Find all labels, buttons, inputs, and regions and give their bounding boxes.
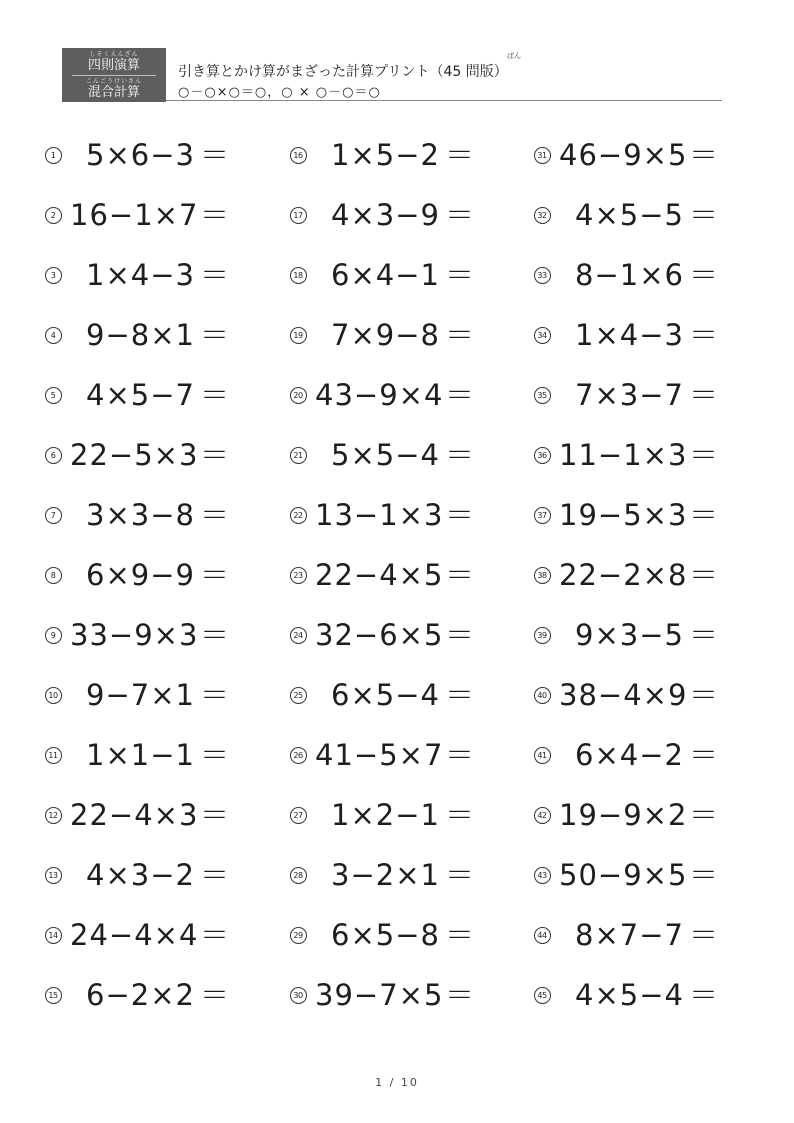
- equals-sign: ＝: [445, 318, 475, 352]
- problem-number-label: 41: [534, 747, 551, 764]
- problem-item: [531, 315, 731, 355]
- problem-expression: 4×5−5: [575, 198, 684, 232]
- problem-expression: 22−4×5: [315, 558, 444, 592]
- badge-top-label: 四則演算: [87, 58, 140, 73]
- problem-number: [287, 375, 309, 415]
- problem-expression: 8−1×6: [575, 258, 684, 292]
- problem-number: [42, 915, 64, 955]
- equals-sign: ＝: [445, 378, 475, 412]
- problem-number: [42, 435, 64, 475]
- problem-number-label: 4: [45, 327, 62, 344]
- problem-expression: 4×5−4: [575, 978, 684, 1012]
- equals-sign: ＝: [445, 918, 475, 952]
- problem-item: [42, 795, 242, 835]
- equals-sign: ＝: [689, 978, 719, 1012]
- problem-number: [287, 915, 309, 955]
- equals-sign: ＝: [689, 798, 719, 832]
- problem-item: [287, 915, 487, 955]
- problem-item: [531, 375, 731, 415]
- problem-number: [531, 135, 553, 175]
- problem-item: [287, 195, 487, 235]
- problem-expression: 5×5−4: [331, 438, 440, 472]
- equals-sign: ＝: [200, 558, 230, 592]
- worksheet-title: 引き算とかけ算がまざった計算プリント（45 問版）: [178, 64, 508, 80]
- badge-bottom-label: 混合計算: [87, 85, 140, 100]
- problem-number: [531, 795, 553, 835]
- problem-number-label: 28: [290, 867, 307, 884]
- problem-number: [42, 195, 64, 235]
- problem-number: [287, 975, 309, 1015]
- equals-sign: ＝: [445, 618, 475, 652]
- problem-expression: 13−1×3: [315, 498, 444, 532]
- problem-item: [287, 735, 487, 775]
- equals-sign: ＝: [689, 138, 719, 172]
- equals-sign: ＝: [689, 498, 719, 532]
- problem-item: [42, 735, 242, 775]
- badge-top-ruby: しそくえんざん: [89, 51, 139, 58]
- equals-sign: ＝: [200, 198, 230, 232]
- problem-number-label: 31: [534, 147, 551, 164]
- problem-item: [531, 975, 731, 1015]
- problem-number-label: 22: [290, 507, 307, 524]
- problem-number-label: 37: [534, 507, 551, 524]
- problem-number: [42, 855, 64, 895]
- equals-sign: ＝: [445, 258, 475, 292]
- equals-sign: ＝: [445, 978, 475, 1012]
- problem-number-label: 38: [534, 567, 551, 584]
- problem-number: [42, 495, 64, 535]
- problem-number-label: 14: [45, 927, 62, 944]
- problem-item: [42, 675, 242, 715]
- problem-expression: 5×6−3: [86, 138, 195, 172]
- equals-sign: ＝: [200, 318, 230, 352]
- problem-number: [42, 555, 64, 595]
- problem-expression: 6−2×2: [86, 978, 195, 1012]
- category-badge: [62, 48, 166, 102]
- worksheet-header: [62, 48, 722, 102]
- problem-item: [531, 675, 731, 715]
- problem-number-label: 16: [290, 147, 307, 164]
- equals-sign: ＝: [200, 918, 230, 952]
- problem-expression: 50−9×5: [559, 858, 688, 892]
- problem-expression: 1×4−3: [575, 318, 684, 352]
- problem-number: [42, 675, 64, 715]
- problem-item: [287, 255, 487, 295]
- problem-item: [42, 135, 242, 175]
- problem-expression: 6×4−1: [331, 258, 440, 292]
- badge-bottom-ruby: こんごうけいさん: [85, 78, 142, 85]
- problem-number-label: 20: [290, 387, 307, 404]
- problem-item: [287, 675, 487, 715]
- problem-item: [531, 195, 731, 235]
- problem-expression: 1×5−2: [331, 138, 440, 172]
- problem-number-label: 8: [45, 567, 62, 584]
- problem-item: [42, 195, 242, 235]
- problem-number-label: 40: [534, 687, 551, 704]
- problem-item: [42, 315, 242, 355]
- problem-item: [287, 855, 487, 895]
- equals-sign: ＝: [445, 678, 475, 712]
- equals-sign: ＝: [200, 678, 230, 712]
- problem-expression: 24−4×4: [70, 918, 199, 952]
- problem-number-label: 3: [45, 267, 62, 284]
- problem-item: [287, 615, 487, 655]
- problem-number-label: 10: [45, 687, 62, 704]
- problem-number: [287, 615, 309, 655]
- problem-expression: 22−5×3: [70, 438, 199, 472]
- problem-item: [42, 555, 242, 595]
- problem-expression: 19−5×3: [559, 498, 688, 532]
- problem-number-label: 33: [534, 267, 551, 284]
- equals-sign: ＝: [200, 858, 230, 892]
- problem-item: [42, 375, 242, 415]
- equals-sign: ＝: [445, 798, 475, 832]
- equals-sign: ＝: [200, 798, 230, 832]
- problem-number-label: 32: [534, 207, 551, 224]
- problem-number-label: 17: [290, 207, 307, 224]
- problem-number: [531, 735, 553, 775]
- problem-item: [287, 315, 487, 355]
- equals-sign: ＝: [689, 318, 719, 352]
- problem-expression: 39−7×5: [315, 978, 444, 1012]
- problem-number-label: 29: [290, 927, 307, 944]
- problem-item: [531, 615, 731, 655]
- equals-sign: ＝: [200, 978, 230, 1012]
- problem-item: [531, 795, 731, 835]
- problem-expression: 7×3−7: [575, 378, 684, 412]
- problem-number: [42, 315, 64, 355]
- page-indicator: 1 / 10: [375, 1076, 419, 1089]
- problem-expression: 33−9×3: [70, 618, 199, 652]
- equals-sign: ＝: [445, 738, 475, 772]
- problem-item: [531, 435, 731, 475]
- problem-number: [287, 495, 309, 535]
- problem-number-label: 15: [45, 987, 62, 1004]
- problem-number-label: 30: [290, 987, 307, 1004]
- equals-sign: ＝: [200, 618, 230, 652]
- equals-sign: ＝: [689, 618, 719, 652]
- problem-expression: 3×3−8: [86, 498, 195, 532]
- problem-number-label: 34: [534, 327, 551, 344]
- problem-number: [42, 375, 64, 415]
- equals-sign: ＝: [200, 138, 230, 172]
- problem-expression: 9−7×1: [86, 678, 195, 712]
- problem-item: [287, 135, 487, 175]
- problem-expression: 9×3−5: [575, 618, 684, 652]
- problem-item: [531, 495, 731, 535]
- problem-number: [531, 855, 553, 895]
- equals-sign: ＝: [689, 258, 719, 292]
- problem-item: [287, 435, 487, 475]
- equals-sign: ＝: [689, 378, 719, 412]
- problem-number: [287, 795, 309, 835]
- problem-expression: 19−9×2: [559, 798, 688, 832]
- problem-expression: 16−1×7: [70, 198, 199, 232]
- problem-expression: 6×5−8: [331, 918, 440, 952]
- problem-number-label: 43: [534, 867, 551, 884]
- equals-sign: ＝: [689, 438, 719, 472]
- problem-item: [287, 975, 487, 1015]
- equals-sign: ＝: [689, 198, 719, 232]
- problem-number: [42, 975, 64, 1015]
- problem-number: [531, 975, 553, 1015]
- problem-item: [287, 495, 487, 535]
- equals-sign: ＝: [689, 558, 719, 592]
- problem-expression: 4×3−9: [331, 198, 440, 232]
- problem-number-label: 23: [290, 567, 307, 584]
- problem-item: [531, 855, 731, 895]
- problem-expression: 6×4−2: [575, 738, 684, 772]
- problem-number-label: 19: [290, 327, 307, 344]
- problem-expression: 46−9×5: [559, 138, 688, 172]
- problem-item: [42, 915, 242, 955]
- problem-number: [531, 315, 553, 355]
- equals-sign: ＝: [200, 738, 230, 772]
- problem-item: [287, 375, 487, 415]
- problem-number: [287, 735, 309, 775]
- problem-number-label: 35: [534, 387, 551, 404]
- equals-sign: ＝: [445, 558, 475, 592]
- header-rule: [166, 100, 722, 101]
- problem-number: [531, 255, 553, 295]
- problem-number: [287, 855, 309, 895]
- equals-sign: ＝: [200, 258, 230, 292]
- problem-number: [287, 435, 309, 475]
- problem-number-label: 44: [534, 927, 551, 944]
- equals-sign: ＝: [445, 138, 475, 172]
- problem-item: [42, 975, 242, 1015]
- problem-number-label: 42: [534, 807, 551, 824]
- problem-item: [287, 555, 487, 595]
- equals-sign: ＝: [445, 198, 475, 232]
- problem-expression: 32−6×5: [315, 618, 444, 652]
- problem-expression: 7×9−8: [331, 318, 440, 352]
- problem-number-label: 5: [45, 387, 62, 404]
- problem-expression: 38−4×9: [559, 678, 688, 712]
- problem-number-label: 25: [290, 687, 307, 704]
- problem-number: [287, 255, 309, 295]
- problem-item: [42, 615, 242, 655]
- equals-sign: ＝: [689, 678, 719, 712]
- problem-number-label: 11: [45, 747, 62, 764]
- problem-number-label: 2: [45, 207, 62, 224]
- problem-item: [531, 915, 731, 955]
- problem-number: [287, 195, 309, 235]
- problem-number-label: 36: [534, 447, 551, 464]
- problem-number: [42, 795, 64, 835]
- equals-sign: ＝: [689, 858, 719, 892]
- badge-divider: [72, 75, 156, 76]
- problem-number: [531, 615, 553, 655]
- problem-number-label: 26: [290, 747, 307, 764]
- problem-number-label: 12: [45, 807, 62, 824]
- problem-item: [42, 435, 242, 475]
- equals-sign: ＝: [445, 858, 475, 892]
- problem-number: [531, 435, 553, 475]
- problem-number: [531, 495, 553, 535]
- problem-expression: 22−4×3: [70, 798, 199, 832]
- problem-expression: 11−1×3: [559, 438, 688, 472]
- problem-item: [42, 855, 242, 895]
- problem-item: [531, 135, 731, 175]
- equals-sign: ＝: [200, 378, 230, 412]
- problem-number-label: 24: [290, 627, 307, 644]
- problem-number: [531, 195, 553, 235]
- problem-expression: 4×3−2: [86, 858, 195, 892]
- title-ruby: ばん: [507, 52, 521, 60]
- equals-sign: ＝: [445, 498, 475, 532]
- problem-number: [287, 555, 309, 595]
- problem-number: [531, 675, 553, 715]
- problem-item: [42, 495, 242, 535]
- problem-number-label: 27: [290, 807, 307, 824]
- problem-expression: 22−2×8: [559, 558, 688, 592]
- problem-expression: 43−9×4: [315, 378, 444, 412]
- problem-number-label: 7: [45, 507, 62, 524]
- problem-number: [42, 135, 64, 175]
- equals-sign: ＝: [445, 438, 475, 472]
- worksheet-subtitle: ○－○×○＝○，○ × ○－○＝○: [178, 85, 381, 100]
- problem-number: [42, 255, 64, 295]
- equals-sign: ＝: [200, 498, 230, 532]
- problem-item: [42, 255, 242, 295]
- problem-number-label: 13: [45, 867, 62, 884]
- problem-expression: 4×5−7: [86, 378, 195, 412]
- problem-item: [287, 795, 487, 835]
- problem-number: [531, 555, 553, 595]
- problem-number: [42, 735, 64, 775]
- problem-item: [531, 735, 731, 775]
- problem-expression: 41−5×7: [315, 738, 444, 772]
- problem-number: [531, 915, 553, 955]
- problem-number-label: 21: [290, 447, 307, 464]
- problem-expression: 6×5−4: [331, 678, 440, 712]
- problem-expression: 1×2−1: [331, 798, 440, 832]
- problem-expression: 3−2×1: [331, 858, 440, 892]
- problem-number: [287, 315, 309, 355]
- problem-number-label: 6: [45, 447, 62, 464]
- problem-number-label: 9: [45, 627, 62, 644]
- problem-number-label: 1: [45, 147, 62, 164]
- problem-number: [287, 675, 309, 715]
- problem-expression: 1×1−1: [86, 738, 195, 772]
- equals-sign: ＝: [689, 738, 719, 772]
- problem-item: [531, 255, 731, 295]
- problem-expression: 9−8×1: [86, 318, 195, 352]
- problem-expression: 8×7−7: [575, 918, 684, 952]
- equals-sign: ＝: [689, 918, 719, 952]
- problem-number: [531, 375, 553, 415]
- problem-expression: 6×9−9: [86, 558, 195, 592]
- problem-number: [287, 135, 309, 175]
- problem-number-label: 39: [534, 627, 551, 644]
- problem-number-label: 45: [534, 987, 551, 1004]
- problem-item: [531, 555, 731, 595]
- problem-expression: 1×4−3: [86, 258, 195, 292]
- equals-sign: ＝: [200, 438, 230, 472]
- problem-number-label: 18: [290, 267, 307, 284]
- problem-number: [42, 615, 64, 655]
